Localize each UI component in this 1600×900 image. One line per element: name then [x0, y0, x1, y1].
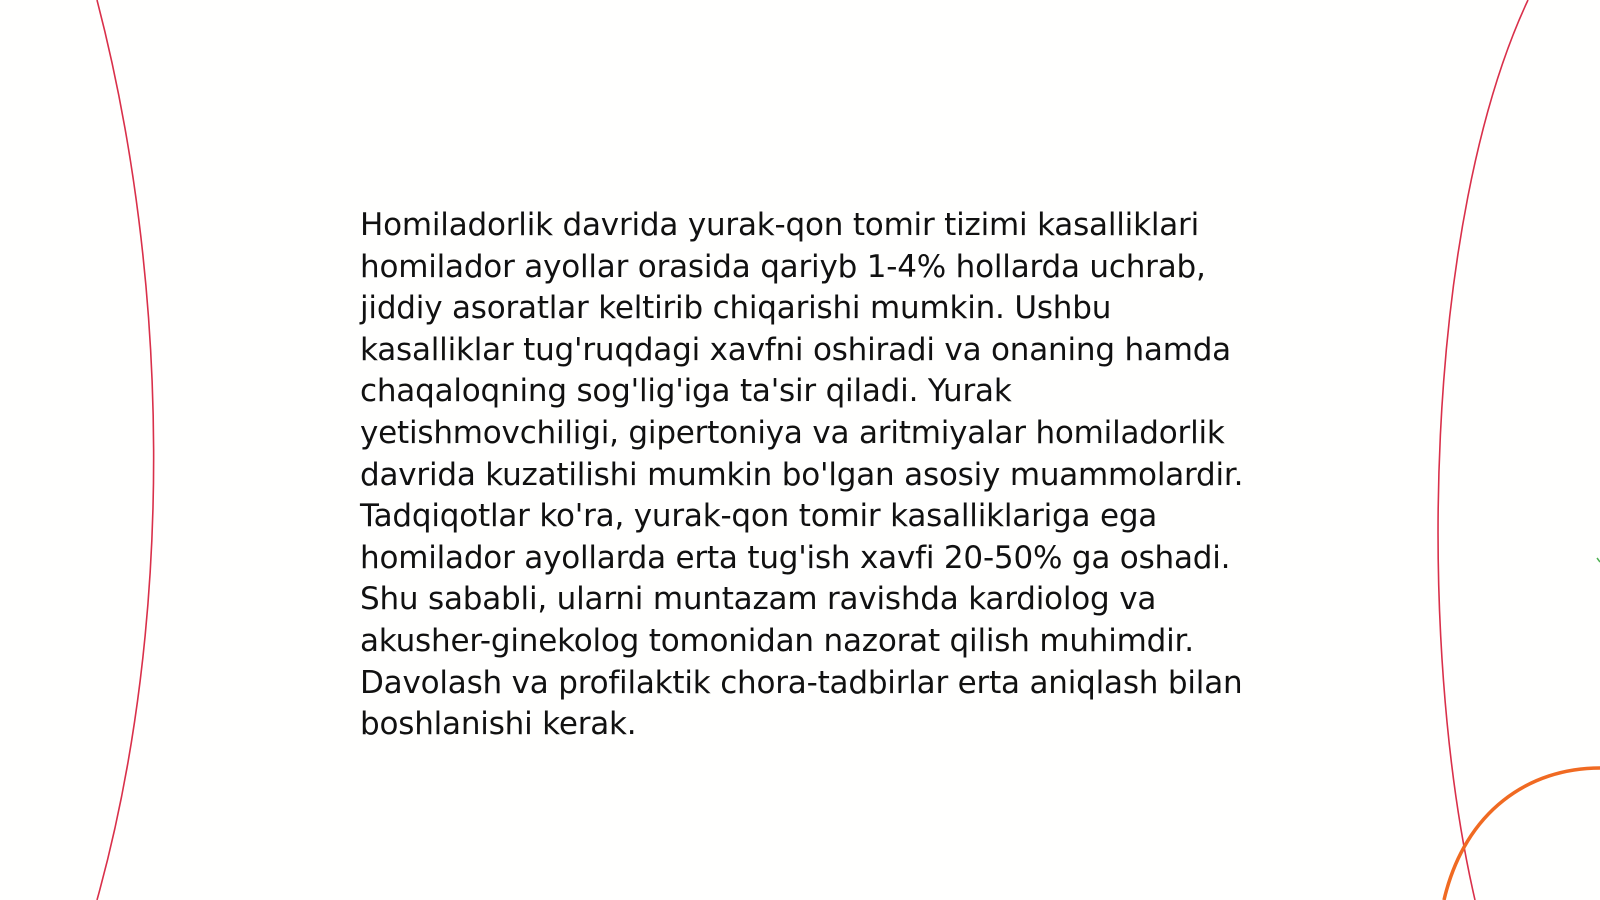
left-curve-line	[97, 0, 154, 900]
body-paragraph: Homiladorlik davrida yurak-qon tomir tizimi kasalliklari homilador ayollar orasida qariyb 1-4% hollarda uchrab, jiddiy asoratlar keltirib chiqarishi mumkin. Ushbu kasalliklar tug'ruqdagi xavfni oshiradi va onaning hamda chaqaloqning sog'lig'iga ta'sir qiladi. Yurak yetishmovchiligi, gipertoniya va aritmiyalar homiladorlik davrida kuzatilishi mumkin bo'lgan asosiy muammolardir. Tadqiqotlar ko'ra, yurak-qon tomir kasalliklariga ega homilador ayollarda erta tug'ish xavfi 20-50% ga oshadi. Shu sababli, ularni muntazam ravishda kardiolog va akusher-ginekolog tomonidan nazorat qilish muhimdir. Davolash va profilaktik chora-tadbirlar erta aniqlash bilan boshlanishi kerak.	[360, 207, 1244, 743]
bottom-right-arc	[1444, 768, 1600, 900]
right-curve-line	[1438, 0, 1528, 900]
